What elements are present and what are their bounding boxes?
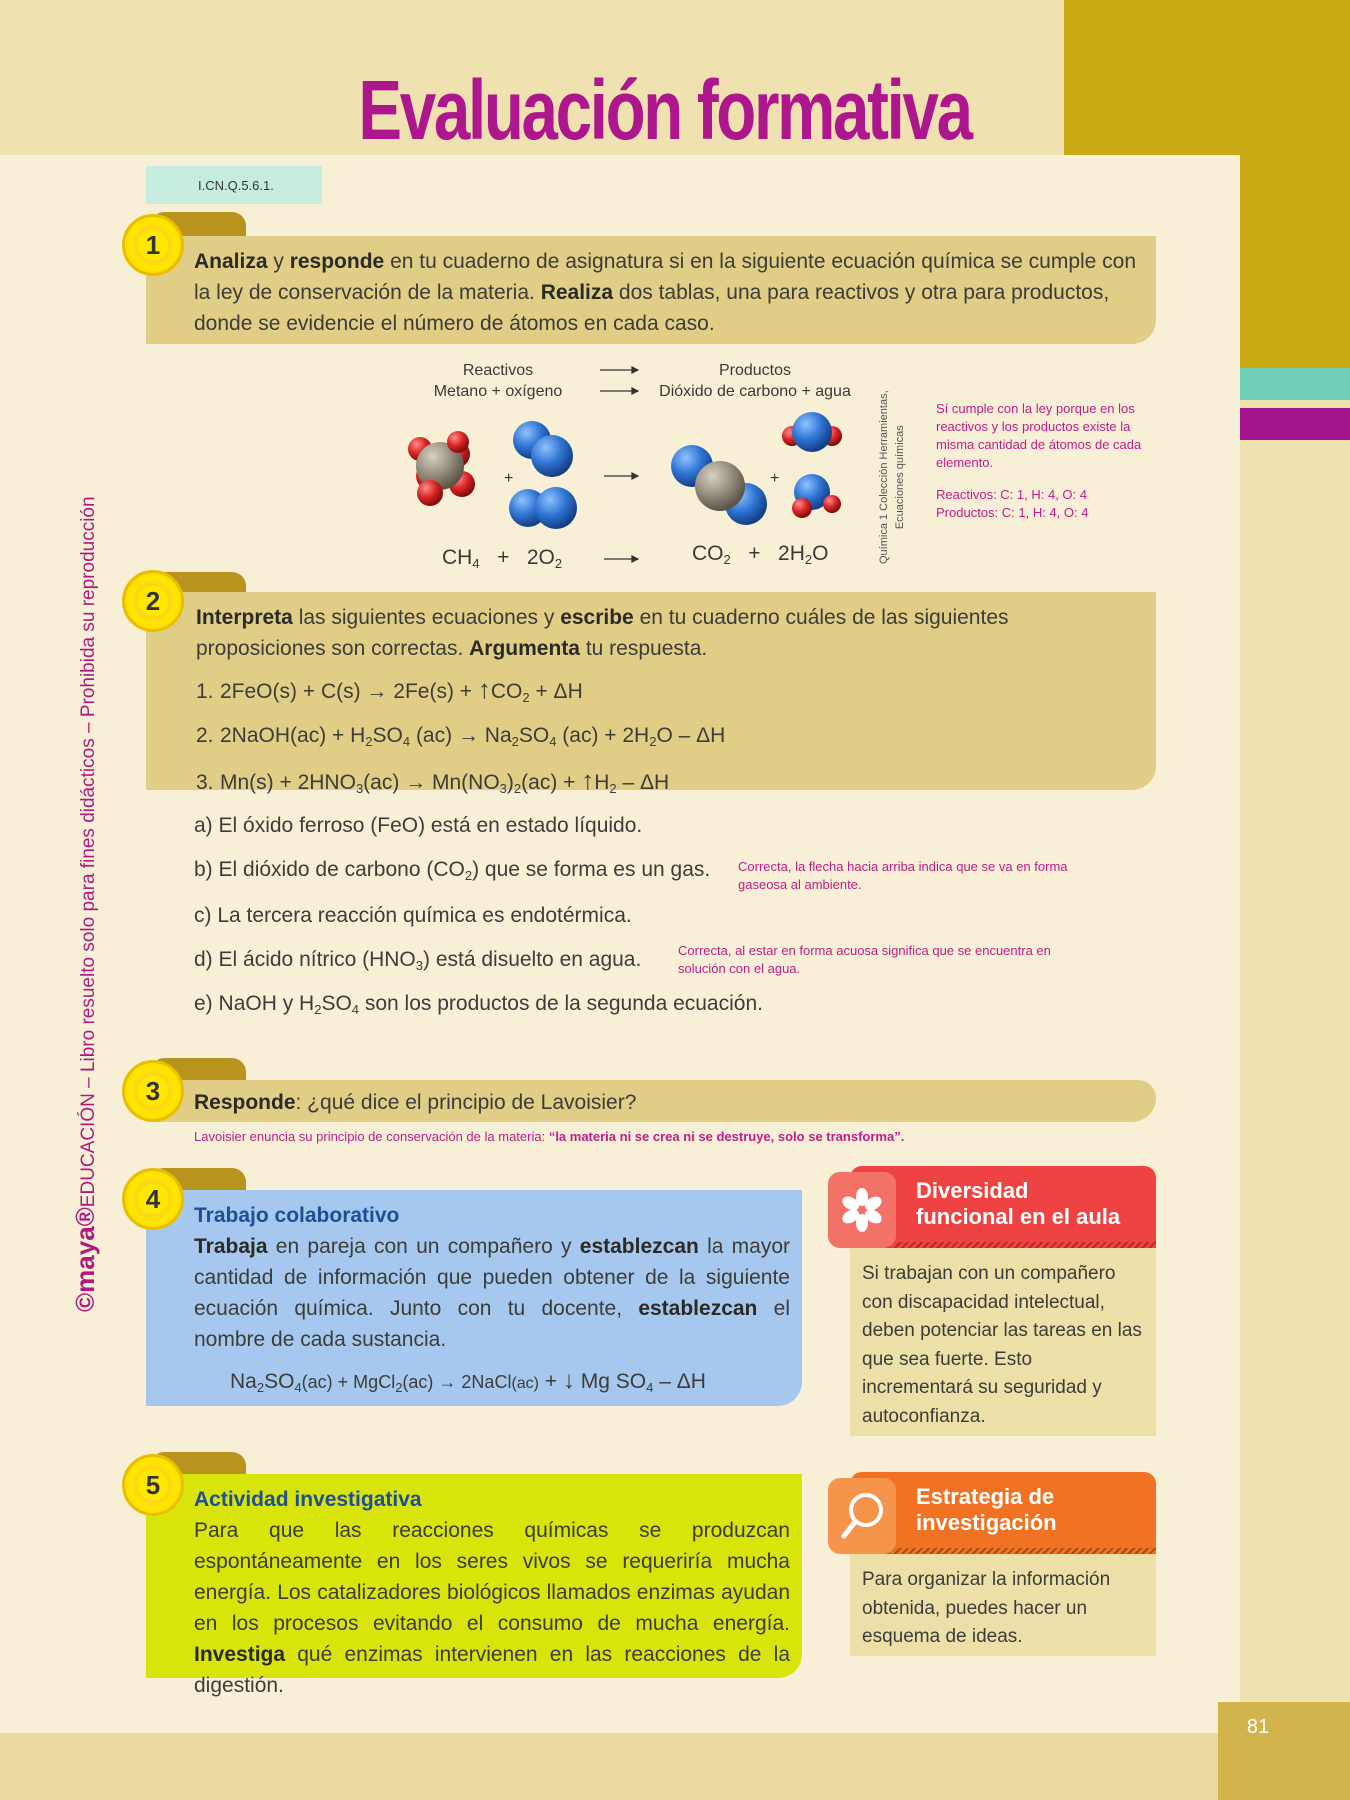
productos-label: Productos: [718, 362, 792, 379]
subscript: 2: [464, 868, 473, 883]
plus: +: [748, 542, 761, 565]
item-text: ) está disuelto en agua.: [423, 948, 642, 971]
subscript: 2: [365, 734, 373, 749]
text: qué enzimas intervienen en las reacciones de la digestión.: [194, 1643, 790, 1697]
title-line: funcional en el aula: [916, 1204, 1121, 1229]
water-molecule: [782, 412, 842, 452]
subscript: 2: [314, 1002, 322, 1017]
proposition-e: [194, 992, 763, 1017]
text: y: [267, 250, 290, 273]
reactivos-label: Reactivos: [462, 362, 534, 379]
credit-line: Ecuaciones químicas: [894, 425, 906, 530]
image-credit: [876, 390, 908, 564]
text: SO: [518, 724, 550, 747]
verb-establezcan: establezcan: [638, 1297, 758, 1320]
subscript: 3: [415, 958, 423, 973]
reactivos-words: Metano + oxígeno: [433, 383, 563, 400]
page-title: Evaluación formativa: [358, 63, 971, 157]
methane-molecule: [408, 431, 475, 506]
verb-trabaja: Trabaja: [194, 1235, 268, 1258]
oxygen-molecule: [509, 487, 577, 529]
subscript: 2: [522, 690, 530, 705]
answer-quote: “la materia ni se crea ni se destruye, solo se transforma”.: [548, 1129, 905, 1144]
item-letter: a): [194, 814, 213, 837]
text: – ΔH: [653, 1370, 706, 1393]
subscript: 4: [402, 734, 411, 749]
subscript: 2: [554, 556, 563, 571]
strategy-title: [916, 1484, 1057, 1536]
section-5-badge: 5: [122, 1454, 184, 1516]
subscript: 2: [511, 734, 519, 749]
answer-text: Sí cumple con la ley porque en los reactivos y los productos existe la misma cantidad de átomos de cada elemento.: [936, 401, 1142, 470]
formula-h2o: 2H: [778, 542, 805, 565]
instruction: [196, 602, 1140, 664]
subscript: 2: [609, 781, 617, 796]
reactant-formula: [442, 546, 562, 571]
reaction-arrow-icon: [604, 473, 638, 479]
subscript: 2: [723, 552, 731, 567]
subscript: 2: [256, 1380, 265, 1395]
text: O – ΔH: [656, 724, 726, 747]
svg-text:+: +: [504, 470, 514, 487]
answer-note-d: Correcta, al estar en forma acuosa significa que se encuentra en solución con el agua.: [678, 943, 1051, 976]
verb-analiza: Analiza: [194, 250, 268, 273]
reaction-diagram: [400, 356, 880, 576]
verb-escribe: escribe: [560, 606, 634, 629]
text: ): [506, 771, 514, 794]
subscript: 2: [395, 1380, 403, 1395]
arrow-icon: [604, 556, 638, 562]
item-letter: e): [194, 992, 213, 1015]
item-text: son los productos de la segunda ecuación.: [359, 992, 763, 1015]
strategy-callout-body: Para organizar la información obtenida, puedes hacer un esquema de ideas.: [850, 1554, 1156, 1656]
copyright-side-label: [70, 492, 101, 1312]
item-text: NaOH y H: [218, 992, 315, 1015]
text: : ¿qué dice el principio de Lavoisier?: [295, 1091, 637, 1114]
plus: +: [497, 546, 510, 569]
section-4-box: [146, 1190, 802, 1406]
verb-responde: Responde: [194, 1091, 296, 1114]
text: (ac): [511, 1375, 540, 1392]
text: (ac) + MgCl: [301, 1372, 396, 1392]
text: 2FeO(s) + C(s) → 2Fe(s) +: [220, 680, 478, 703]
answer-productos: Productos: C: 1, H: 4, O: 4: [936, 505, 1089, 520]
title-line: investigación: [916, 1510, 1057, 1535]
formula-ch4: CH: [442, 546, 473, 569]
answer-note-1: [936, 400, 1158, 522]
equation-number: 3.: [196, 771, 214, 794]
section-4-equation: [194, 1365, 790, 1403]
subscript: 2: [513, 781, 522, 796]
text: en tu cuaderno de asignatura si en la siguiente ecuación química se cumple con la ley de conservación de la materia.: [194, 250, 1137, 304]
diversity-callout-body: Si trabajan con un compañero con discapacidad intelectual, deben potenciar las tareas en las que sea fuerte. Esto incrementará su seguridad y autoconfianza.: [850, 1248, 1156, 1436]
item-text: El dióxido de carbono (CO: [218, 858, 465, 881]
text: (ac) + 2H: [556, 724, 650, 747]
section-3-badge: 3: [122, 1060, 184, 1122]
proposition-b: [194, 858, 710, 883]
proposition-d: [194, 948, 641, 973]
answer-text: Lavoisier enuncia su principio de conservación de la materia:: [194, 1129, 549, 1144]
right-margin: [1240, 440, 1350, 1800]
equation-3: [196, 761, 1140, 808]
footer-band: [0, 1733, 1350, 1800]
section-4-text: [194, 1231, 790, 1355]
verb-argumenta: Argumenta: [469, 637, 580, 660]
item-text: El ácido nítrico (HNO: [218, 948, 416, 971]
text: +: [539, 1370, 563, 1393]
section-3-box: [146, 1080, 1156, 1122]
down-arrow-icon: ↓: [562, 1367, 575, 1394]
proposition-c: [194, 904, 632, 928]
text: CO: [490, 680, 523, 703]
subscript: 4: [472, 556, 480, 571]
up-arrow-icon: ↑: [581, 765, 595, 795]
formula-o2: 2O: [526, 546, 555, 569]
item-letter: c): [194, 904, 212, 927]
text: la mayor cantidad de información que pueden obtener de la siguiente ecuación química. Junto con tu docente,: [194, 1235, 791, 1320]
item-text: ) que se forma es un gas.: [472, 858, 711, 881]
subscript: 4: [294, 1380, 302, 1395]
section-1-badge: 1: [122, 214, 184, 276]
up-arrow-icon: ↑: [477, 674, 491, 704]
section-2-box: [146, 592, 1156, 796]
magnifier-icon: [828, 1478, 896, 1554]
text: en tu cuaderno cuáles de las siguientes proposiciones son correctas.: [196, 606, 1009, 660]
text: el nombre de cada sustancia.: [194, 1297, 790, 1351]
equation-number: 2.: [196, 724, 214, 747]
text: Na: [230, 1370, 257, 1393]
equation-1: [196, 670, 1140, 717]
section-5-box: [146, 1474, 802, 1697]
text: Mn(s) + 2HNO: [220, 771, 356, 794]
title-line: Estrategia de: [916, 1484, 1055, 1509]
product-formula: [692, 542, 828, 567]
productos-words: Dióxido de carbono + agua: [659, 383, 851, 400]
section-2-badge: 2: [122, 570, 184, 632]
text: en pareja con un compañero y: [267, 1235, 580, 1258]
text: (ac) → 2NaCl: [402, 1372, 512, 1392]
section-1-box: [146, 236, 1156, 344]
section-5-text: [194, 1515, 790, 1701]
verb-interpreta: Interpreta: [196, 606, 293, 629]
oxygen-molecule: [513, 421, 573, 477]
answer-note-3: [194, 1128, 1094, 1146]
verb-realiza: Realiza: [540, 281, 614, 304]
page-number: 81: [1246, 1716, 1270, 1738]
text: (ac) +: [521, 771, 582, 794]
credit-line: Química 1 Colección Herramientas,: [878, 390, 890, 564]
water-molecule: [792, 474, 841, 518]
verb-establezcan: establezcan: [579, 1235, 699, 1258]
title-line: Diversidad: [916, 1178, 1029, 1203]
svg-text:+: +: [770, 470, 780, 487]
text: dos tablas, una para reactivos y otra para productos, donde se evidencie el número de átomos en cada caso.: [194, 281, 1110, 335]
subscript: 4: [549, 734, 557, 749]
text: H: [594, 771, 610, 794]
flower-icon: [828, 1172, 896, 1248]
text: – ΔH: [616, 771, 670, 794]
copyright-text: EDUCACIÓN – Libro resuelto solo para fines didácticos – Prohibida su reproducción: [78, 496, 99, 1208]
text: SO: [372, 724, 403, 747]
item-letter: d): [194, 948, 213, 971]
subscript: 3: [355, 781, 364, 796]
indicator-code: I.CN.Q.5.6.1.: [146, 166, 322, 204]
answer-reactivos: Reactivos: C: 1, H: 4, O: 4: [936, 487, 1087, 502]
text: (ac) → Na: [410, 724, 512, 747]
verb-investiga: Investiga: [194, 1643, 286, 1666]
item-text: La tercera reacción química es endotérmica.: [217, 904, 632, 927]
brand-mark: ©maya®: [70, 1207, 100, 1312]
text: Para que las reacciones químicas se produzcan espontáneamente en los seres vivos se requeriría mucha energía. Los catalizadores biológicos llamados enzimas ayudan en los procesos evitando el consumo de mucha energía.: [194, 1519, 790, 1635]
text: las siguientes ecuaciones y: [292, 606, 561, 629]
subscript: 3: [499, 781, 507, 796]
section-4-heading: Trabajo colaborativo: [194, 1204, 400, 1227]
text: tu respuesta.: [580, 637, 708, 660]
text: 2NaOH(ac) + H: [220, 724, 366, 747]
subscript: 2: [804, 552, 813, 567]
formula-co2: CO: [692, 542, 724, 565]
item-letter: b): [194, 858, 213, 881]
item-text: El óxido ferroso (FeO) está en estado líquido.: [218, 814, 643, 837]
diversity-title: [916, 1178, 1120, 1230]
verb-responde: responde: [289, 250, 385, 273]
text: O: [812, 542, 829, 565]
subscript: 2: [649, 734, 657, 749]
subscript: 4: [646, 1380, 654, 1395]
proposition-a: [194, 814, 642, 838]
text: Mg SO: [574, 1370, 647, 1393]
arrow-icon: [600, 367, 638, 394]
magenta-tab-strip: [1240, 408, 1350, 440]
answer-note-b: Correcta, la flecha hacia arriba indica que se va en forma gaseosa al ambiente.: [738, 859, 1068, 892]
equation-number: 1.: [196, 680, 214, 703]
text: (ac) → Mn(NO: [363, 771, 500, 794]
subscript: 4: [351, 1002, 360, 1017]
teal-tab-strip: [1240, 368, 1350, 400]
carbon-dioxide-molecule: [671, 445, 767, 525]
section-5-heading: Actividad investigativa: [194, 1488, 422, 1511]
item-text: SO: [321, 992, 352, 1015]
text: + ΔH: [529, 680, 583, 703]
equation-2: [196, 717, 1140, 761]
section-4-badge: 4: [122, 1168, 184, 1230]
text: SO: [264, 1370, 295, 1393]
